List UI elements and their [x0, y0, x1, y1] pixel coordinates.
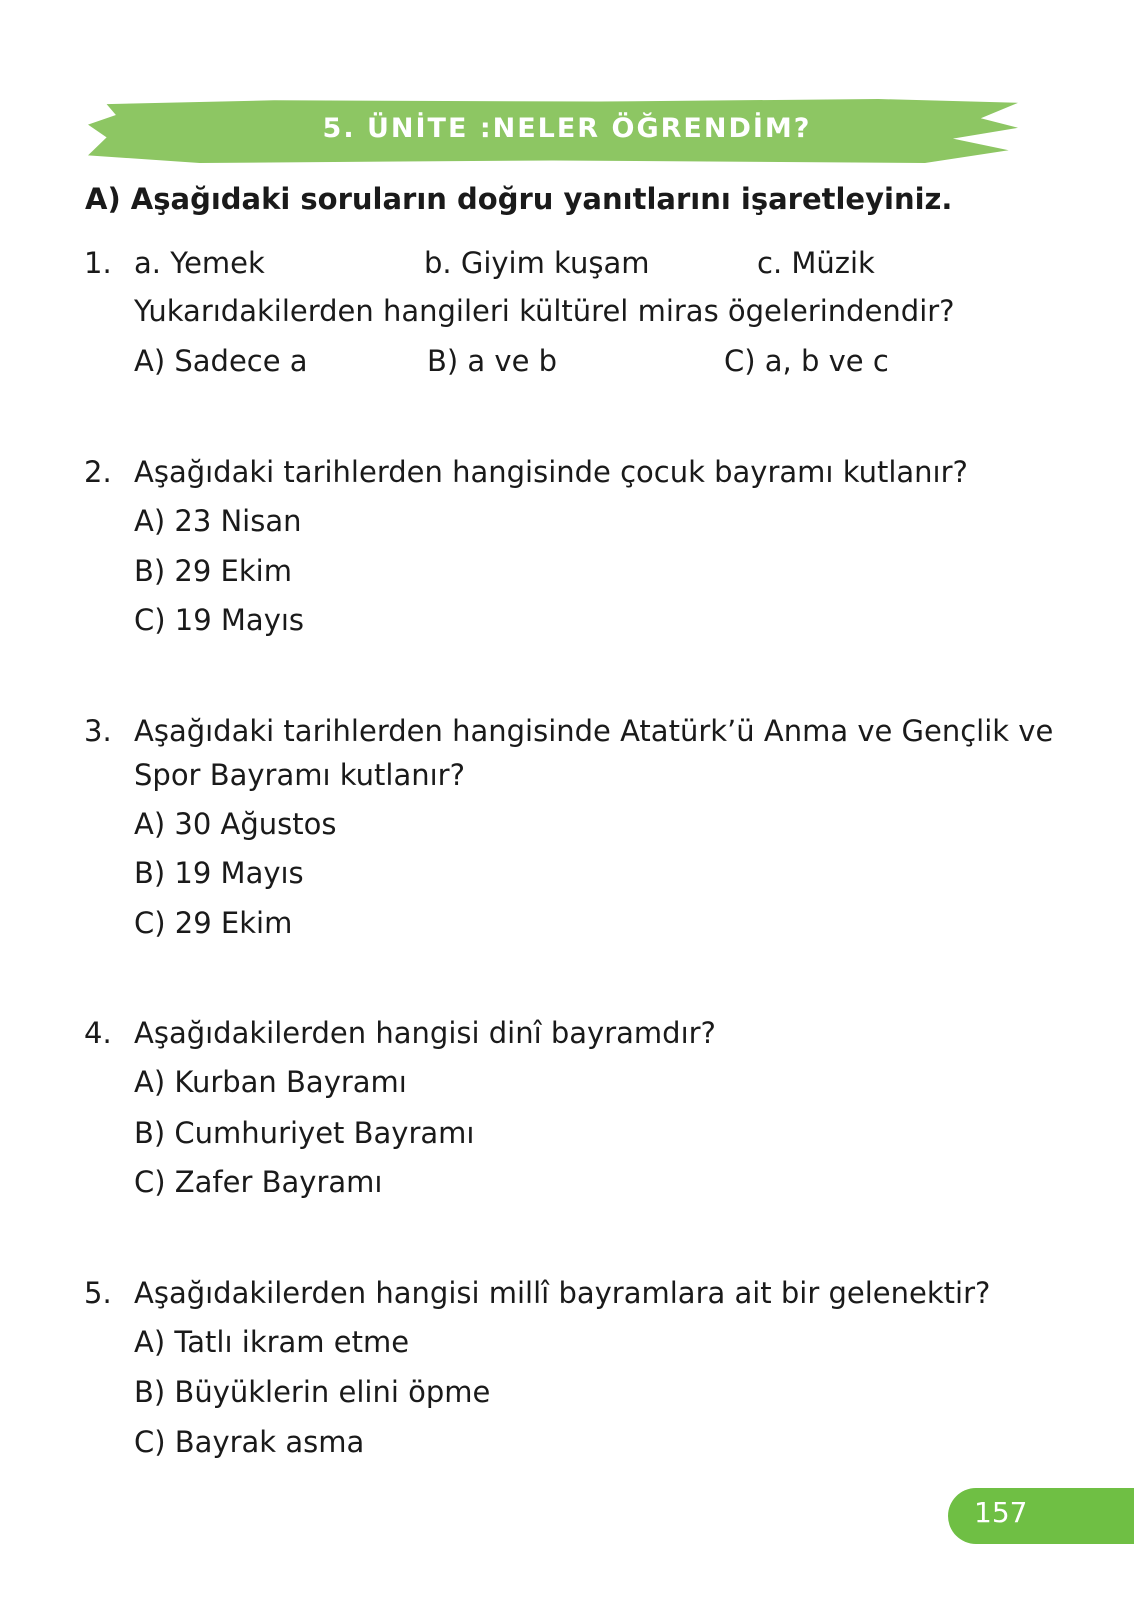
- section-heading: A) Aşağıdaki soruların doğru yanıtlarını işaretleyiniz.: [85, 182, 953, 216]
- item-a: a. Yemek: [134, 246, 265, 280]
- question-text: Aşağıdaki tarihlerden hangisinde Atatürk’ü Anma ve Gençlik ve: [134, 714, 1054, 748]
- page-number: 157: [974, 1496, 1028, 1529]
- question-text: Yukarıdakilerden hangileri kültürel miras ögelerindendir?: [134, 294, 955, 328]
- item-b: b. Giyim kuşam: [424, 246, 650, 280]
- option-c[interactable]: C) 19 Mayıs: [134, 603, 305, 637]
- question-number: 2.: [84, 455, 112, 489]
- question-number: 3.: [84, 714, 112, 748]
- question-number: 5.: [84, 1276, 112, 1310]
- option-b[interactable]: B) a ve b: [427, 344, 558, 378]
- option-c[interactable]: C) a, b ve c: [724, 344, 889, 378]
- option-a[interactable]: A) Kurban Bayramı: [134, 1065, 407, 1099]
- option-a[interactable]: A) Tatlı ikram etme: [134, 1325, 410, 1359]
- item-c: c. Müzik: [757, 246, 875, 280]
- option-a[interactable]: A) Sadece a: [134, 344, 308, 378]
- question-text: Aşağıdakilerden hangisi dinî bayramdır?: [134, 1016, 716, 1050]
- option-c[interactable]: C) Bayrak asma: [134, 1425, 365, 1459]
- option-c[interactable]: C) Zafer Bayramı: [134, 1165, 383, 1199]
- question-number: 4.: [84, 1016, 112, 1050]
- option-c[interactable]: C) 29 Ekim: [134, 906, 293, 940]
- question-text: Aşağıdakilerden hangisi millî bayramlara ait bir gelenektir?: [134, 1276, 991, 1310]
- question-text-cont: Spor Bayramı kutlanır?: [134, 758, 465, 792]
- option-b[interactable]: B) 29 Ekim: [134, 554, 292, 588]
- page-title: 5. ÜNİTE :NELER ÖĞRENDİM?: [322, 113, 812, 144]
- question-number: 1.: [84, 246, 112, 280]
- question-text: Aşağıdaki tarihlerden hangisinde çocuk bayramı kutlanır?: [134, 455, 968, 489]
- option-b[interactable]: B) Cumhuriyet Bayramı: [134, 1116, 475, 1150]
- option-a[interactable]: A) 23 Nisan: [134, 504, 302, 538]
- option-b[interactable]: B) 19 Mayıs: [134, 856, 304, 890]
- option-a[interactable]: A) 30 Ağustos: [134, 807, 337, 841]
- option-b[interactable]: B) Büyüklerin elini öpme: [134, 1375, 491, 1409]
